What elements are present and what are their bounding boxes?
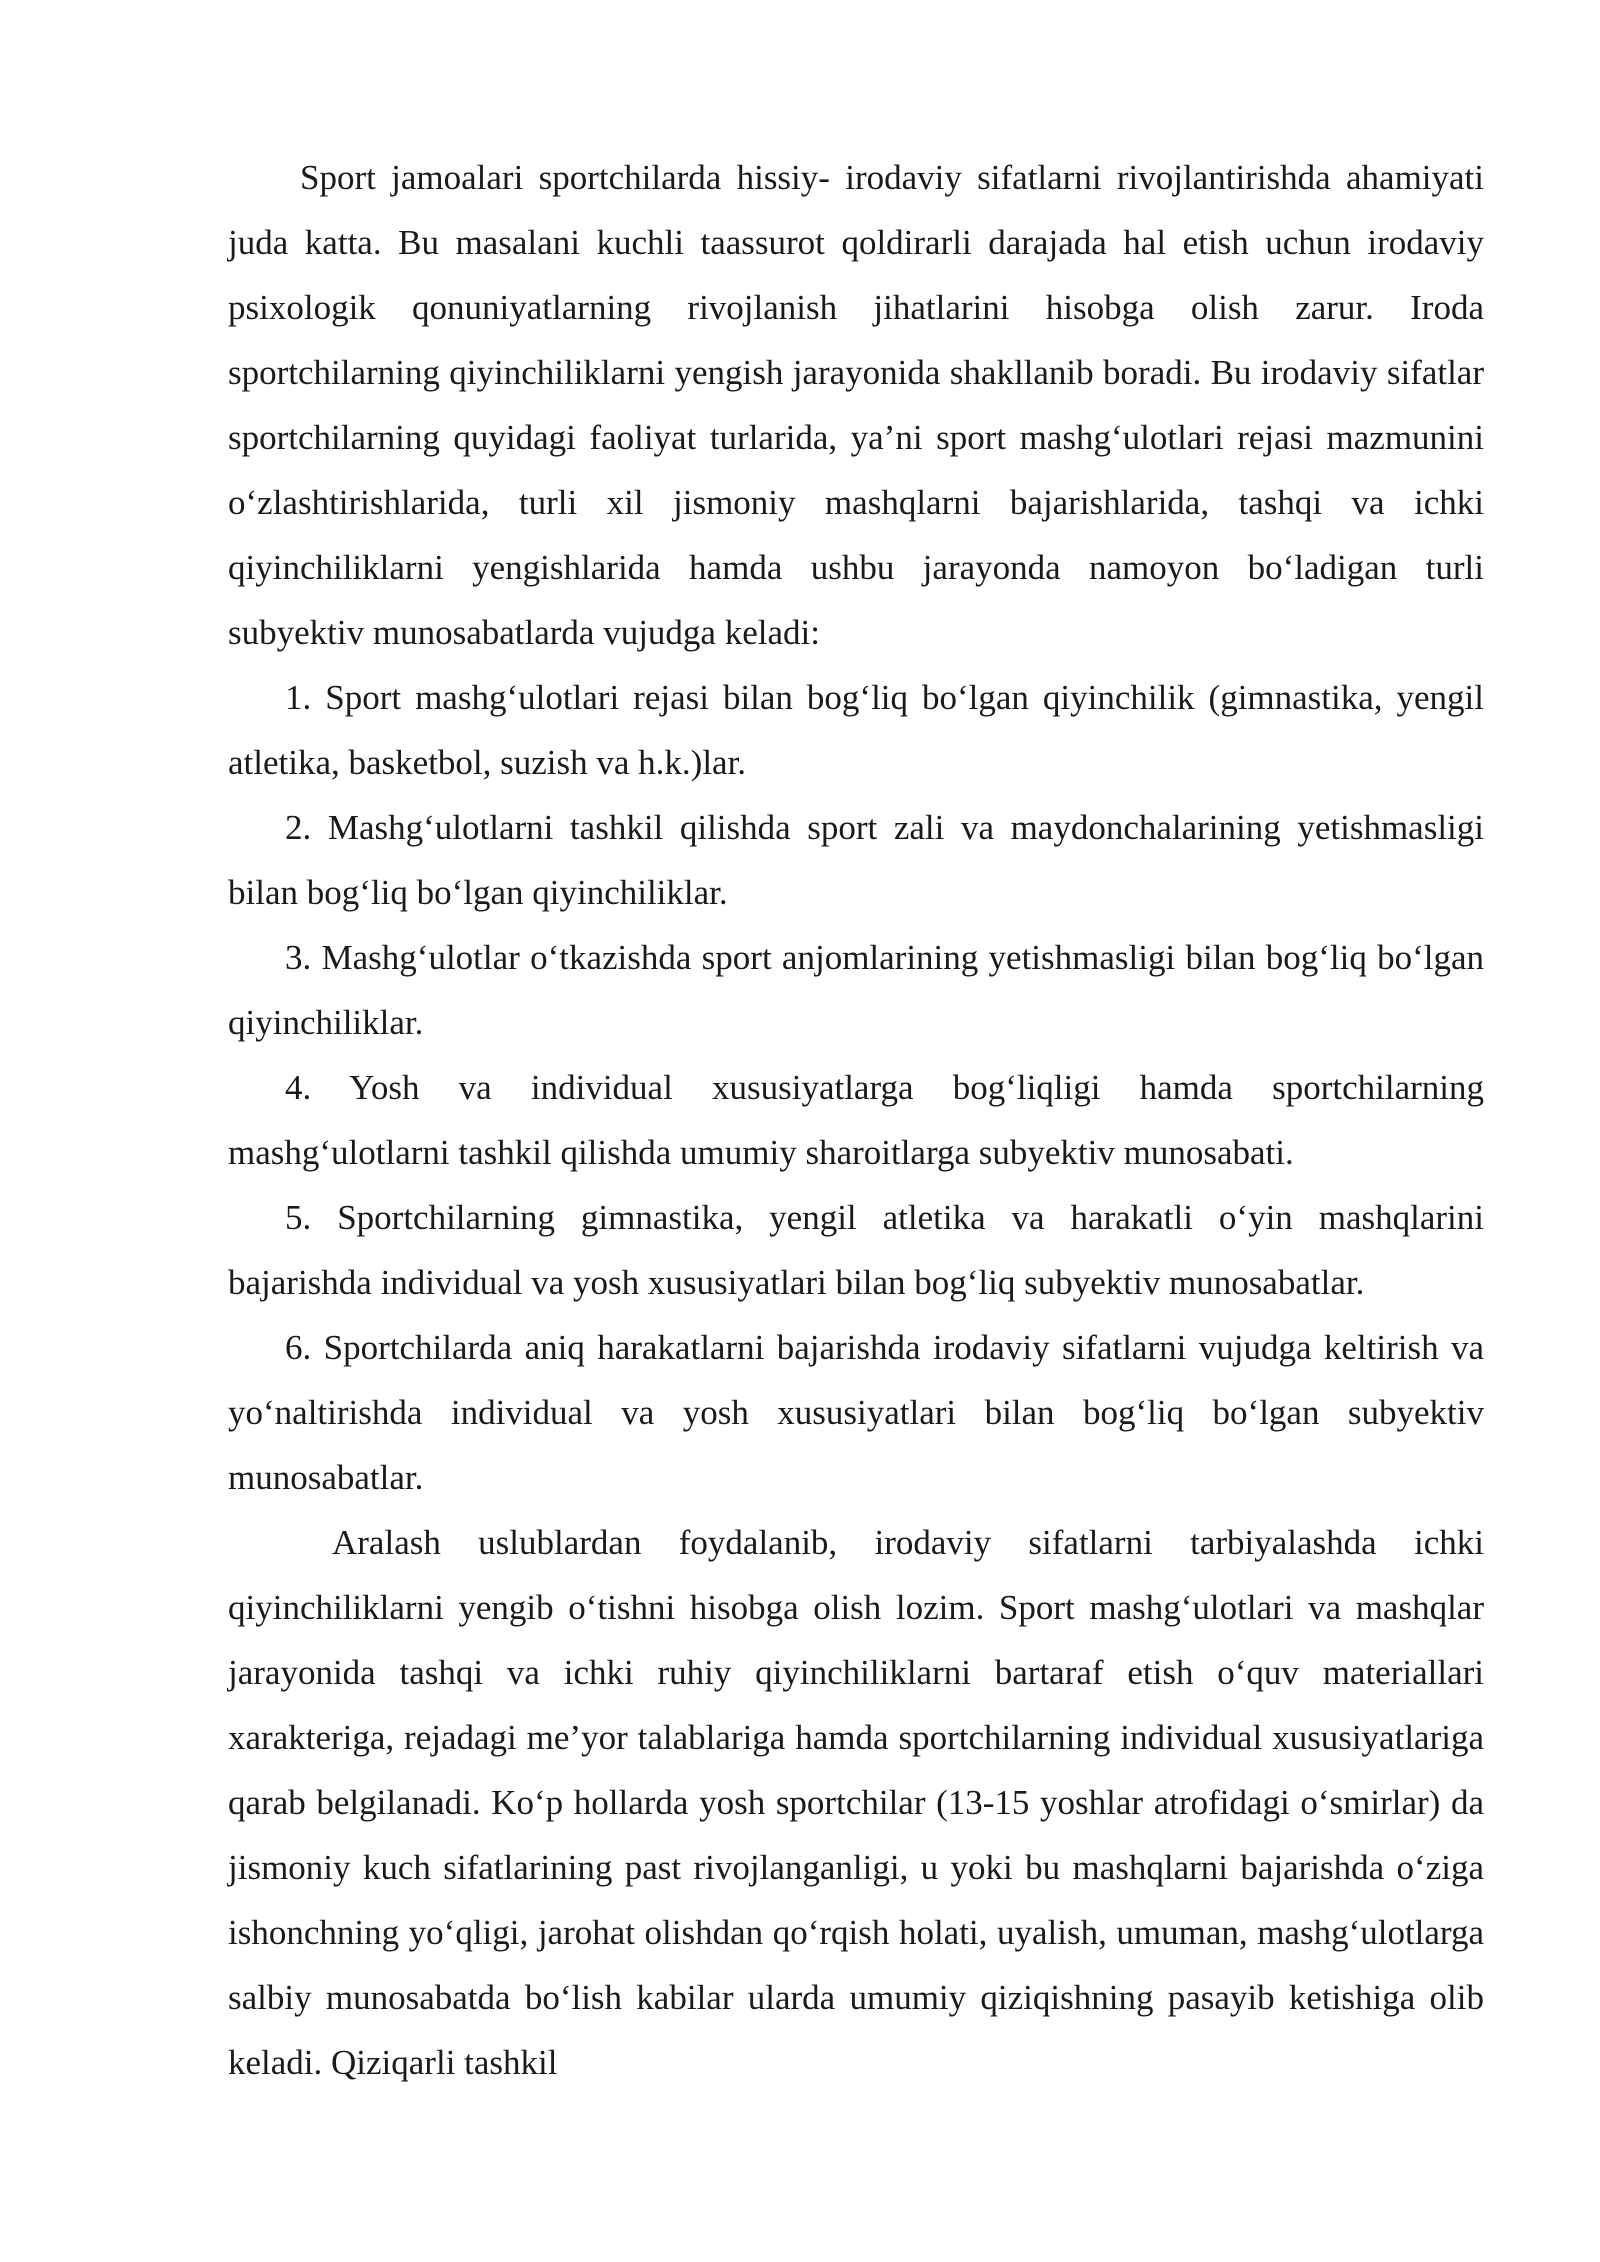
- list-item-4: 4. Yosh va individual xususiyatlarga bog‘liqligi hamda sportchilarning mashg‘ulotlarni tashkil qilishda umumiy sharoitlarga subyektiv munosabati.: [228, 1068, 1484, 1172]
- list-item-6: 6. Sportchilarda aniq harakatlarni bajarishda irodaviy sifatlarni vujudga keltirish va yo‘naltirishda individual va yosh xususiyatlari bilan bog‘liq bo‘lgan subyektiv munosabatlar.: [228, 1328, 1484, 1497]
- list-item-3: 3. Mashg‘ulotlar o‘tkazishda sport anjomlarining yetishmasligi bilan bog‘liq bo‘lgan qiyinchiliklar.: [228, 938, 1484, 1042]
- list-item-1: 1. Sport mashg‘ulotlari rejasi bilan bog‘liq bo‘lgan qiyinchilik (gimnastika, yengil atletika, basketbol, suzish va h.k.)lar.: [228, 678, 1484, 782]
- document-page: [228, 145, 1484, 2095]
- list-item-2: 2. Mashg‘ulotlarni tashkil qilishda sport zali va maydonchalarining yetishmasligi bilan bog‘liq bo‘lgan qiyinchiliklar.: [228, 808, 1484, 912]
- list-item-5: 5. Sportchilarning gimnastika, yengil atletika va harakatli o‘yin mashqlarini bajarishda individual va yosh xususiyatlari bilan bog‘liq subyektiv munosabatlar.: [228, 1198, 1484, 1302]
- closing-paragraph: Aralash uslublardan foydalanib, irodaviy sifatlarni tarbiyalashda ichki qiyinchiliklarni yengib o‘tishni hisobga olish lozim. Sport mashg‘ulotlari va mashqlar jarayonida tashqi va ichki ruhiy qiyinchiliklarni bartaraf etish o‘quv materiallari xarakteriga, rejadagi me’yor talablariga hamda sportchilarning individual xususiyatlariga qarab belgilanadi. Ko‘p hollarda yosh sportchilar (13-15 yoshlar atrofidagi o‘smirlar) da jismoniy kuch sifatlarining past rivojlanganligi, u yoki bu mashqlarni bajarishda o‘ziga ishonchning yo‘qligi, jarohat olishdan qo‘rqish holati, uyalish, umuman, mashg‘ulotlarga salbiy munosabatda bo‘lish kabilar ularda umumiy qiziqishning pasayib ketishiga olib keladi. Qiziqarli tashkil: [228, 1523, 1484, 2082]
- intro-paragraph: Sport jamoalari sportchilarda hissiy- irodaviy sifatlarni rivojlantirishda ahamiyati juda katta. Bu masalani kuchli taassurot qoldirarli darajada hal etish uchun irodaviy psixologik qonuniyatlarning rivojlanish jihatlarini hisobga olish zarur. Iroda sportchilarning qiyinchiliklarni yengish jarayonida shakllanib boradi. Bu irodaviy sifatlar sportchilarning quyidagi faoliyat turlarida, ya’ni sport mashg‘ulotlari rejasi mazmunini o‘zlashtirishlarida, turli xil jismoniy mashqlarni bajarishlarida, tashqi va ichki qiyinchiliklarni yengishlarida hamda ushbu jarayonda namoyon bo‘ladigan turli subyektiv munosabatlarda vujudga keladi:: [228, 158, 1484, 652]
